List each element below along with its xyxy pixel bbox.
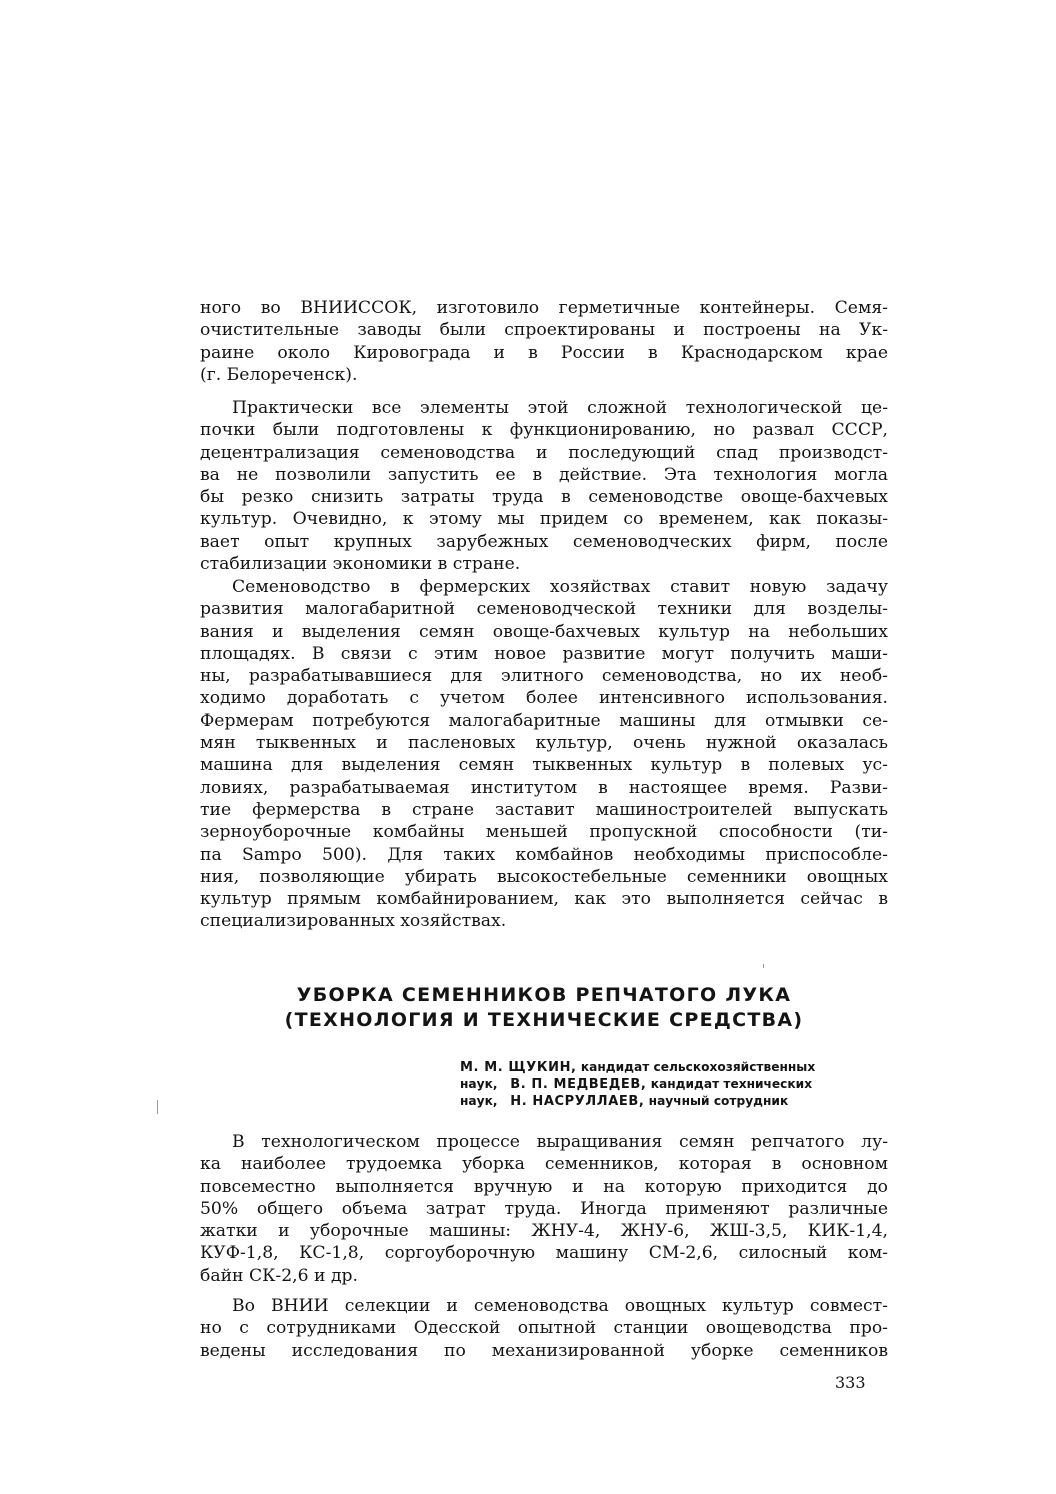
body-paragraph (200, 1131, 888, 1287)
text-line: машина для выделения семян тыквенных культур в полевых ус- (200, 755, 888, 776)
author-role: кандидат сельскохозяйственных (580, 1060, 816, 1074)
text-line: почки были подготовлены к функционированию, но развал СССР, (200, 420, 888, 441)
article-title-line: УБОРКА СЕМЕННИКОВ РЕПЧАТОГО ЛУКА (296, 984, 792, 1006)
article-title (200, 983, 888, 1033)
text-line: байн СК-2,6 и др. (200, 1265, 358, 1286)
text-line: раине около Кировограда и в России в Краснодарском крае (200, 342, 888, 363)
author-role: научный сотрудник (648, 1094, 789, 1108)
text-line: Во ВНИИ селекции и семеноводства овощных культур совмест- (232, 1296, 888, 1316)
text-line: очистительные заводы были спроектированы и построены на Ук- (200, 320, 888, 341)
text-line: бы резко снизить затраты труда в семеноводстве овоще-бахчевых (200, 487, 888, 508)
scan-speck (763, 964, 764, 968)
text-line: развития малогабаритной семеноводческой техники для возделы- (200, 599, 888, 620)
scan-speck (157, 1100, 158, 1114)
text-line: тие фермерства в стране заставит машиностроителей выпускать (200, 799, 888, 820)
author-role: кандидат технических (650, 1077, 813, 1091)
text-line: Семеноводство в фермерских хозяйствах ставит новую задачу (232, 577, 888, 597)
author-name: В. П. МЕДВЕДЕВ, (510, 1077, 647, 1092)
text-line: 50% общего объема затрат труда. Иногда применяют различные (200, 1198, 888, 1219)
text-line: ва не позволили запустить ее в действие. Эта технология могла (200, 464, 888, 485)
text-line: па Sampo 500). Для таких комбайнов необходимы приспособле- (200, 844, 888, 865)
page-number: 333 (835, 1373, 866, 1392)
text-line: ного во ВНИИССОК, изготовило герметичные контейнеры. Семя- (200, 298, 888, 318)
text-line: зерноуборочные комбайны меньшей пропускной способности (ти- (200, 822, 888, 843)
author-line (460, 1093, 880, 1110)
text-line: ка наиболее трудоемка уборка семенников, которая в основном (200, 1154, 888, 1175)
body-paragraph (200, 576, 888, 933)
text-line: площадях. В связи с этим новое развитие могут получить маши- (200, 643, 888, 664)
text-line: В технологическом процессе выращивания семян репчатого лу- (232, 1132, 888, 1152)
intro-paragraph (200, 297, 888, 386)
text-line: ведены исследования по механизированной уборке семенников (200, 1340, 888, 1361)
body-paragraph (200, 397, 888, 575)
author-role-continuation: наук, (460, 1077, 498, 1091)
text-line: жатки и уборочные машины: ЖНУ-4, ЖНУ-6, ЖШ-3,5, КИК-1,4, (200, 1221, 888, 1242)
text-line: но с сотрудниками Одесской опытной станции овощеводства про- (200, 1318, 888, 1339)
article-title-line: (ТЕХНОЛОГИЯ И ТЕХНИЧЕСКИЕ СРЕДСТВА) (284, 1009, 804, 1031)
text-line: повсеместно выполняется вручную и на которую приходится до (200, 1176, 888, 1197)
text-line: Фермерам потребуются малогабаритные машины для отмывки се- (200, 710, 888, 731)
author-line (460, 1059, 880, 1076)
text-line: ходимо доработать с учетом более интенсивного использования. (200, 688, 888, 709)
author-name: Н. НАСРУЛЛАЕВ, (510, 1094, 645, 1109)
author-line (460, 1076, 880, 1093)
article-authors (460, 1059, 880, 1110)
text-line: стабилизации экономики в стране. (200, 554, 521, 575)
author-name: М. М. ЩУКИН, (460, 1060, 577, 1075)
text-line: Практически все элементы этой сложной технологической це- (232, 398, 888, 418)
text-line: культур прямым комбайнированием, как это выполняется сейчас в (200, 889, 888, 910)
author-role-continuation: наук, (460, 1094, 498, 1108)
text-line: мян тыквенных и пасленовых культур, очень нужной оказалась (200, 733, 888, 754)
text-line: ны, разрабатывавшиеся для элитного семеноводства, но их необ- (200, 666, 888, 687)
text-line: КУФ-1,8, КС-1,8, соргоуборочную машину СМ-2,6, силосный ком- (200, 1243, 888, 1264)
text-line: децентрализация семеноводства и последующий спад производст- (200, 442, 888, 463)
body-paragraph (200, 1295, 888, 1362)
text-line: специализированных хозяйствах. (200, 911, 507, 932)
text-line: (г. Белореченск). (200, 364, 358, 385)
text-line: культур. Очевидно, к этому мы придем со временем, как показы- (200, 509, 888, 530)
text-line: ния, позволяющие убирать высокостебельные семенники овощных (200, 866, 888, 887)
text-line: вает опыт крупных зарубежных семеноводческих фирм, после (200, 531, 888, 552)
text-line: ловиях, разрабатываемая институтом в настоящее время. Разви- (200, 777, 888, 798)
text-line: вания и выделения семян овоще-бахчевых культур на небольших (200, 621, 888, 642)
